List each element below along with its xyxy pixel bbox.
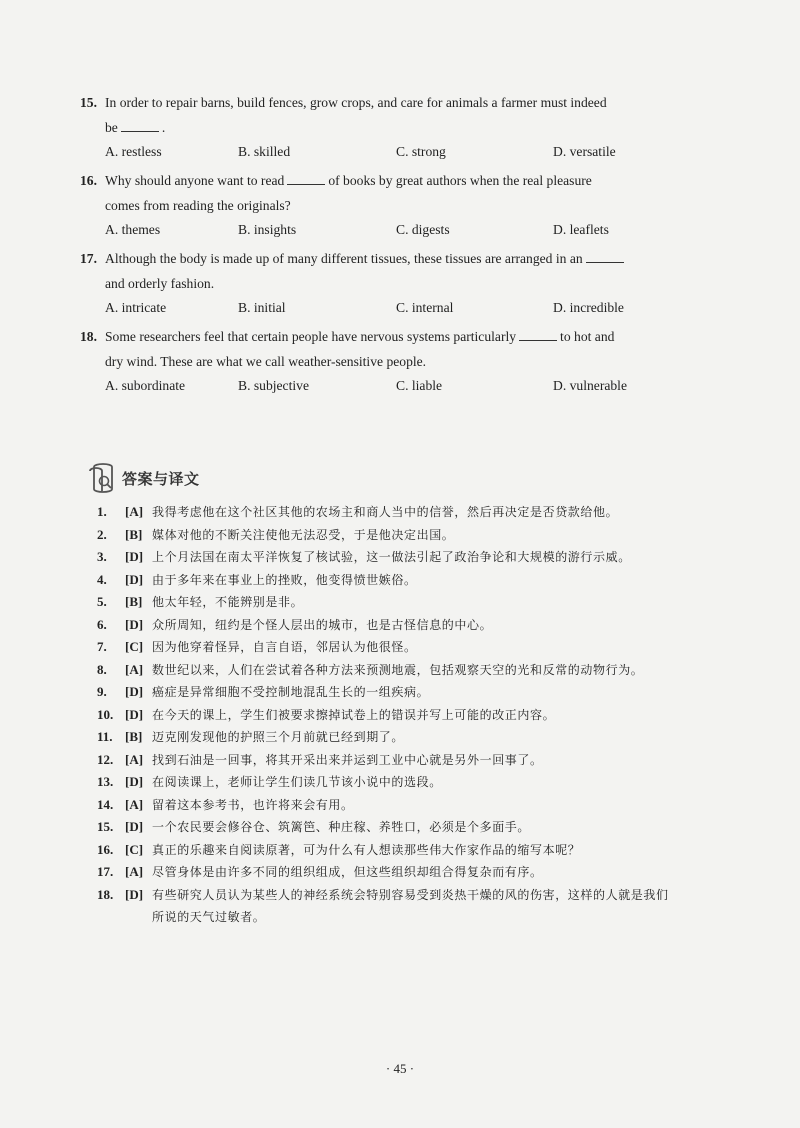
answer-translation: 我得考虑他在这个社区其他的农场主和商人当中的信誉，然后再决定是否贷款给他。 xyxy=(152,505,619,519)
answer-blank xyxy=(121,119,159,132)
answer-number: 18. xyxy=(97,886,114,902)
answer-number: 8. xyxy=(97,661,107,677)
answer-row xyxy=(97,771,737,794)
question-17 xyxy=(80,247,720,320)
answer-translation: 真正的乐趣来自阅读原著，可为什么有人想读那些伟大作家作品的缩写本呢？ xyxy=(152,842,581,857)
question-stem-continued: and orderly fashion. xyxy=(105,275,215,291)
question-stem-after-blank: to hot and xyxy=(560,329,615,344)
answer-number: 12. xyxy=(97,751,114,767)
answer-row xyxy=(97,794,737,817)
page-number: · 45 · xyxy=(385,1061,415,1076)
question-18 xyxy=(80,325,720,398)
answer-number: 11. xyxy=(97,729,113,744)
answer-translation: 癌症是异常细胞不受控制地混乱生长的一组疾病。 xyxy=(152,685,430,699)
answer-translation: 他太年轻，不能辨别是非。 xyxy=(152,595,304,609)
answer-row xyxy=(97,816,737,839)
question-stem: Why should anyone want to read xyxy=(105,173,285,188)
question-stem-end: . xyxy=(161,119,166,135)
answer-number: 17. xyxy=(97,864,114,879)
answer-translation: 一个农民要会修谷仓、筑篱笆、种庄稼、养牲口，必须是个多面手。 xyxy=(152,820,531,834)
answer-key: [D] xyxy=(125,684,144,699)
answer-key: [A] xyxy=(125,661,144,677)
answer-number: 16. xyxy=(97,841,114,857)
answer-key: [D] xyxy=(125,549,144,564)
answer-number: 7. xyxy=(97,639,107,654)
option-d: D. incredible xyxy=(553,300,624,315)
options-row xyxy=(80,140,720,164)
answer-number: 9. xyxy=(97,684,107,699)
questions-section xyxy=(80,91,720,403)
answer-row xyxy=(97,591,737,614)
option-b: B. skilled xyxy=(238,144,291,159)
answer-row xyxy=(97,726,737,749)
option-b: B. initial xyxy=(238,300,286,315)
answer-translation: 找到石油是一回事，将其开采出来并运到工业中心就是另外一回事了。 xyxy=(152,752,543,767)
answer-row xyxy=(97,636,737,659)
answers-title: 答案与译文 xyxy=(122,469,200,488)
option-d: D. leaflets xyxy=(553,222,609,237)
answer-translation: 有些研究人员认为某些人的神经系统会特别容易受到炎热干燥的风的伤害，这样的人就是我们 xyxy=(152,887,669,902)
question-15 xyxy=(80,91,720,164)
answer-number: 14. xyxy=(97,796,114,812)
question-stem-continued: dry wind. These are what we call weather-sensitive people. xyxy=(105,353,427,369)
answer-translation: 数世纪以来，人们在尝试着各种方法来预测地震，包括观察天空的光和反常的动物行为。 xyxy=(152,662,644,677)
option-b: B. insights xyxy=(238,222,297,237)
answer-number: 1. xyxy=(97,504,107,519)
answer-key-icon xyxy=(88,461,118,495)
answer-key: [A] xyxy=(125,796,144,812)
option-a: A. restless xyxy=(105,144,162,159)
question-stem: Some researchers feel that certain people have nervous systems particularly xyxy=(105,329,517,344)
answer-key: [C] xyxy=(125,841,144,857)
answer-key: [D] xyxy=(125,886,144,902)
option-a: A. themes xyxy=(105,222,161,237)
question-stem: In order to repair barns, build fences, grow crops, and care for animals a farmer must indeed xyxy=(105,95,607,110)
answer-translation: 在阅读课上，老师让学生们读几节该小说中的选段。 xyxy=(152,775,442,789)
option-a: A. intricate xyxy=(105,300,167,315)
answer-blank xyxy=(586,250,624,263)
answer-key: [A] xyxy=(125,504,144,519)
answer-row xyxy=(97,659,737,682)
question-stem-continued: comes from reading the originals? xyxy=(105,197,291,213)
option-a: A. subordinate xyxy=(105,378,186,393)
option-c: C. digests xyxy=(396,222,450,237)
answer-key: [C] xyxy=(125,639,144,654)
answer-row xyxy=(97,569,737,592)
question-number: 15. xyxy=(80,95,97,110)
answer-translation: 因为他穿着怪异，自言自语，邻居认为他很怪。 xyxy=(152,640,417,654)
answer-key: [D] xyxy=(125,774,144,789)
option-b: B. subjective xyxy=(238,378,309,393)
answer-row xyxy=(97,524,737,547)
answer-translation: 由于多年来在事业上的挫败，他变得愤世嫉俗。 xyxy=(152,572,417,587)
option-c: C. liable xyxy=(396,378,443,393)
answer-number: 4. xyxy=(97,571,107,587)
answer-translation-continued: 所说的天气过敏者。 xyxy=(152,910,266,924)
option-d: D. versatile xyxy=(553,144,616,159)
question-16 xyxy=(80,169,720,242)
answers-header xyxy=(88,460,200,496)
question-number: 16. xyxy=(80,173,97,188)
answer-number: 13. xyxy=(97,774,114,789)
options-row xyxy=(80,296,720,320)
answer-translation: 众所周知，纽约是个怪人层出的城市，也是古怪信息的中心。 xyxy=(152,617,493,632)
answer-row xyxy=(97,546,737,569)
answer-row xyxy=(97,861,737,884)
answers-list xyxy=(97,501,737,929)
answer-translation: 在今天的课上，学生们被要求擦掉试卷上的错误并写上可能的改正内容。 xyxy=(152,707,556,722)
answer-row xyxy=(97,501,737,524)
answer-key: [B] xyxy=(125,526,143,542)
answer-number: 3. xyxy=(97,549,107,564)
question-stem: Although the body is made up of many different tissues, these tissues are arranged in an xyxy=(105,251,583,266)
answer-key: [D] xyxy=(125,706,144,722)
option-d: D. vulnerable xyxy=(553,378,627,393)
answer-number: 10. xyxy=(97,706,114,722)
answer-blank xyxy=(519,328,557,341)
answer-row xyxy=(97,704,737,727)
answer-translation: 迈克刚发现他的护照三个月前就已经到期了。 xyxy=(152,730,405,744)
answer-blank xyxy=(287,172,325,185)
question-stem-continued: be xyxy=(105,119,118,135)
answer-number: 15. xyxy=(97,819,114,834)
answer-translation: 上个月法国在南太平洋恢复了核试验，这一做法引起了政治争论和大规模的游行示威。 xyxy=(152,550,631,564)
question-stem-after-blank: of books by great authors when the real pleasure xyxy=(328,173,592,188)
answer-row xyxy=(97,681,737,704)
question-number: 17. xyxy=(80,251,97,266)
answer-key: [A] xyxy=(125,751,144,767)
answer-row xyxy=(97,839,737,862)
answer-number: 2. xyxy=(97,526,107,542)
option-c: C. internal xyxy=(396,300,454,315)
answer-row xyxy=(97,614,737,637)
answer-row xyxy=(97,749,737,772)
options-row xyxy=(80,218,720,242)
options-row xyxy=(80,374,720,398)
answer-key: [D] xyxy=(125,819,144,834)
question-number: 18. xyxy=(80,329,97,344)
option-c: C. strong xyxy=(396,144,446,159)
answer-translation: 媒体对他的不断关注使他无法忍受，于是他决定出国。 xyxy=(152,527,455,542)
answer-number: 5. xyxy=(97,594,107,609)
answer-key: [D] xyxy=(125,571,144,587)
answer-number: 6. xyxy=(97,616,107,632)
answer-key: [A] xyxy=(125,864,144,879)
answer-key: [B] xyxy=(125,729,143,744)
answer-row xyxy=(97,884,737,907)
answer-key: [B] xyxy=(125,594,143,609)
answer-key: [D] xyxy=(125,616,144,632)
answer-translation: 尽管身体是由许多不同的组织组成，但这些组织却组合得复杂而有序。 xyxy=(152,865,543,879)
answer-translation: 留着这本参考书，也许将来会有用。 xyxy=(152,797,354,812)
answer-row-continued xyxy=(97,906,737,929)
